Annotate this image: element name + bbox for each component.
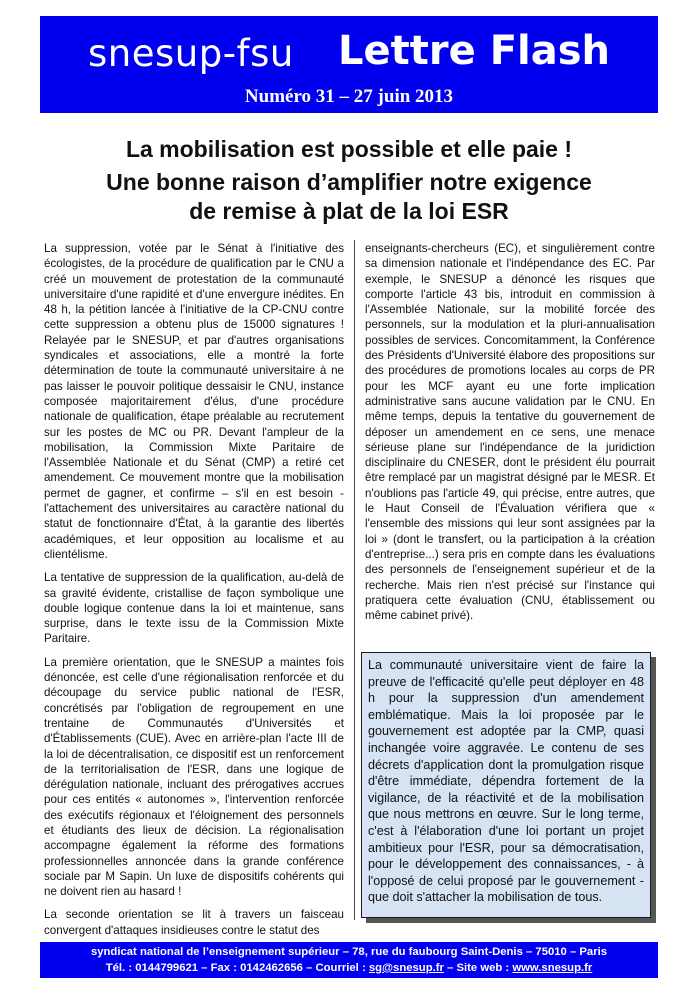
newsletter-title: Lettre Flash [338,28,610,74]
right-column [365,241,655,631]
website-link[interactable]: www.snesup.fr [512,962,593,974]
left-column [44,241,344,946]
brand-logo: snesup-fsu [88,32,294,75]
masthead [40,16,658,113]
headline [40,128,658,226]
issue-number: Numéro 31 – 27 juin 2013 [244,86,454,107]
paragraph: enseignants-chercheurs (EC), et singulièrement contre sa dimension nationale et l'indépendance des EC. Par exemple, le SNESUP a dénoncé les risques que comporte l'article 43 bis, introduit en commission à l'Assemblée Nationale, sur la mobilité forcée des personnels, sur la modulation et la pluri-annualisation possibles de services. Concomitamment, la Conférence des Présidents d'Université élabore des propositions sur des procédures de promotions locales au corps de PR pour les MCF ayant eu une forte implication administrative sans aucune validation par le CNU. En même temps, depuis la tentative du gouvernement de déposer un amendement en ce sens, une menace sérieuse plane sur l'indépendance de la juridiction disciplinaire du CNESER, dont le président élu pourrait être remplacé par un magistrat désigné par le MESR. Et n'oublions pas l'article 49, qui précise, entre autres, que le Haut Conseil de l'Évaluation vérifiera que « l'ensemble des missions qui leur sont assignées par la loi » (dont le transfert, ou la participation à la création d'entreprise...) sera pris en compte dans les évaluations des personnels de l'enseignement supérieur et de la recherche. Mais rien n'est précisé sur l'instance qui pratiquera cette évaluation (CNU, établissement ou même cabinet privé). [365,242,655,623]
footer-web-label: – Site web : [443,962,513,974]
highlight-box [361,652,651,918]
footer-contact [40,960,658,976]
footer-tel-fax: Tél. : 0144799621 – Fax : 0142462656 – Courriel : [105,962,369,974]
headline-line-3: de remise à plat de la loi ESR [189,198,509,224]
paragraph: La première orientation, que le SNESUP a maintes fois dénoncée, est celle d'une régionalisation renforcée et du découpage du service public national de l'ESR, concrétisés par l'obligation de regroupement en une trentaine de Communautés d'Universités et d'Établissements (CUE). Avec en arrière-plan l'acte III de la loi de décentralisation, ce dispositif est un renforcement de la territorialisation de l'ESR, dans une logique de dérégulation nationale, incluant des prérogatives accrues pour ces entités « autonomes », l'intervention renforcée des exécutifs régionaux et l'éloignement des personnels et étudiants des lieux de décision. La régionalisation accompagne également la réforme des formations professionnelles annoncée dans la grande conférence sociale par M Sapin. Un luxe de dispositifs cohérents qui ne doivent rien au hasard ! [44,655,344,899]
highlight-text: La communauté universitaire vient de faire la preuve de l'efficacité qu'elle peut déployer en 48 h pour la suppression d'un amendement emblématique. Mais la loi proposée par le gouvernement est adoptée par la CMP, quasi inchangée voire aggravée. Le contenu de ses décrets d'application dont la promulgation risque d'être immédiate, dépendra fortement de la vigilance, de la réactivité et de la mobilisation que nous mettrons en œuvre. Sur le long terme, c'est à l'élaboration d'une loi portant un projet ambitieux pour l'ESR, pour sa démocratisation, pour le développement des connaissances, - à l'opposé de celui proposé par le gouvernement - que doit s'attacher la mobilisation de tous. [368,658,644,905]
headline-line-1: La mobilisation est possible et elle paie ! [125,136,573,162]
footer [40,942,658,978]
paragraph: La seconde orientation se lit à travers un faisceau convergent d'attaques insidieuses contre le statut des [44,908,344,937]
column-divider [354,240,355,920]
paragraph: La suppression, votée par le Sénat à l'initiative des écologistes, de la procédure de qualification par le CNU a créé un mouvement de protestation de la communauté universitaire d'une rapidité et d'une envergure inédites. En 48 h, la pétition lancée à l'initiative de la CP-CNU contre cette suppression a obtenu plus de 15000 signatures ! Relayée par le SNESUP, et par d'autres organisations syndicales et associations, elle a montré la forte détermination de toute la communauté universitaire à ne pas laisser le pouvoir politique dessaisir le CNU, instance composée majoritairement d'élus, d'une procédure nationale de qualification, étape préalable au recrutement sur les postes de MC ou PR. Devant l'ampleur de la mobilisation, la Commission Mixte Paritaire de l'Assemblée Nationale et du Sénat (CMP) a retiré cet amendement. Ce mouvement montre que la mobilisation permet de gagner, et confirme – s'il en est besoin - l'attachement des universitaires au caractère national du statut de fonctionnaire d'État, à la garantie des libertés académiques, et leur opposition au localisme et au clientélisme. [44,242,344,561]
email-link[interactable]: sg@snesup.fr [368,962,444,974]
footer-address: syndicat national de l’enseignement supérieur – 78, rue du faubourg Saint-Denis – 75010 – Paris [90,946,608,958]
paragraph: La tentative de suppression de la qualification, au-delà de sa gravité évidente, cristallise de façon symbolique une double logique contenue dans la loi et maintenue, sans surprise, dans le texte issu de la Commission Mixte Paritaire. [44,571,344,646]
headline-line-2: Une bonne raison d’amplifier notre exigence [106,169,592,195]
